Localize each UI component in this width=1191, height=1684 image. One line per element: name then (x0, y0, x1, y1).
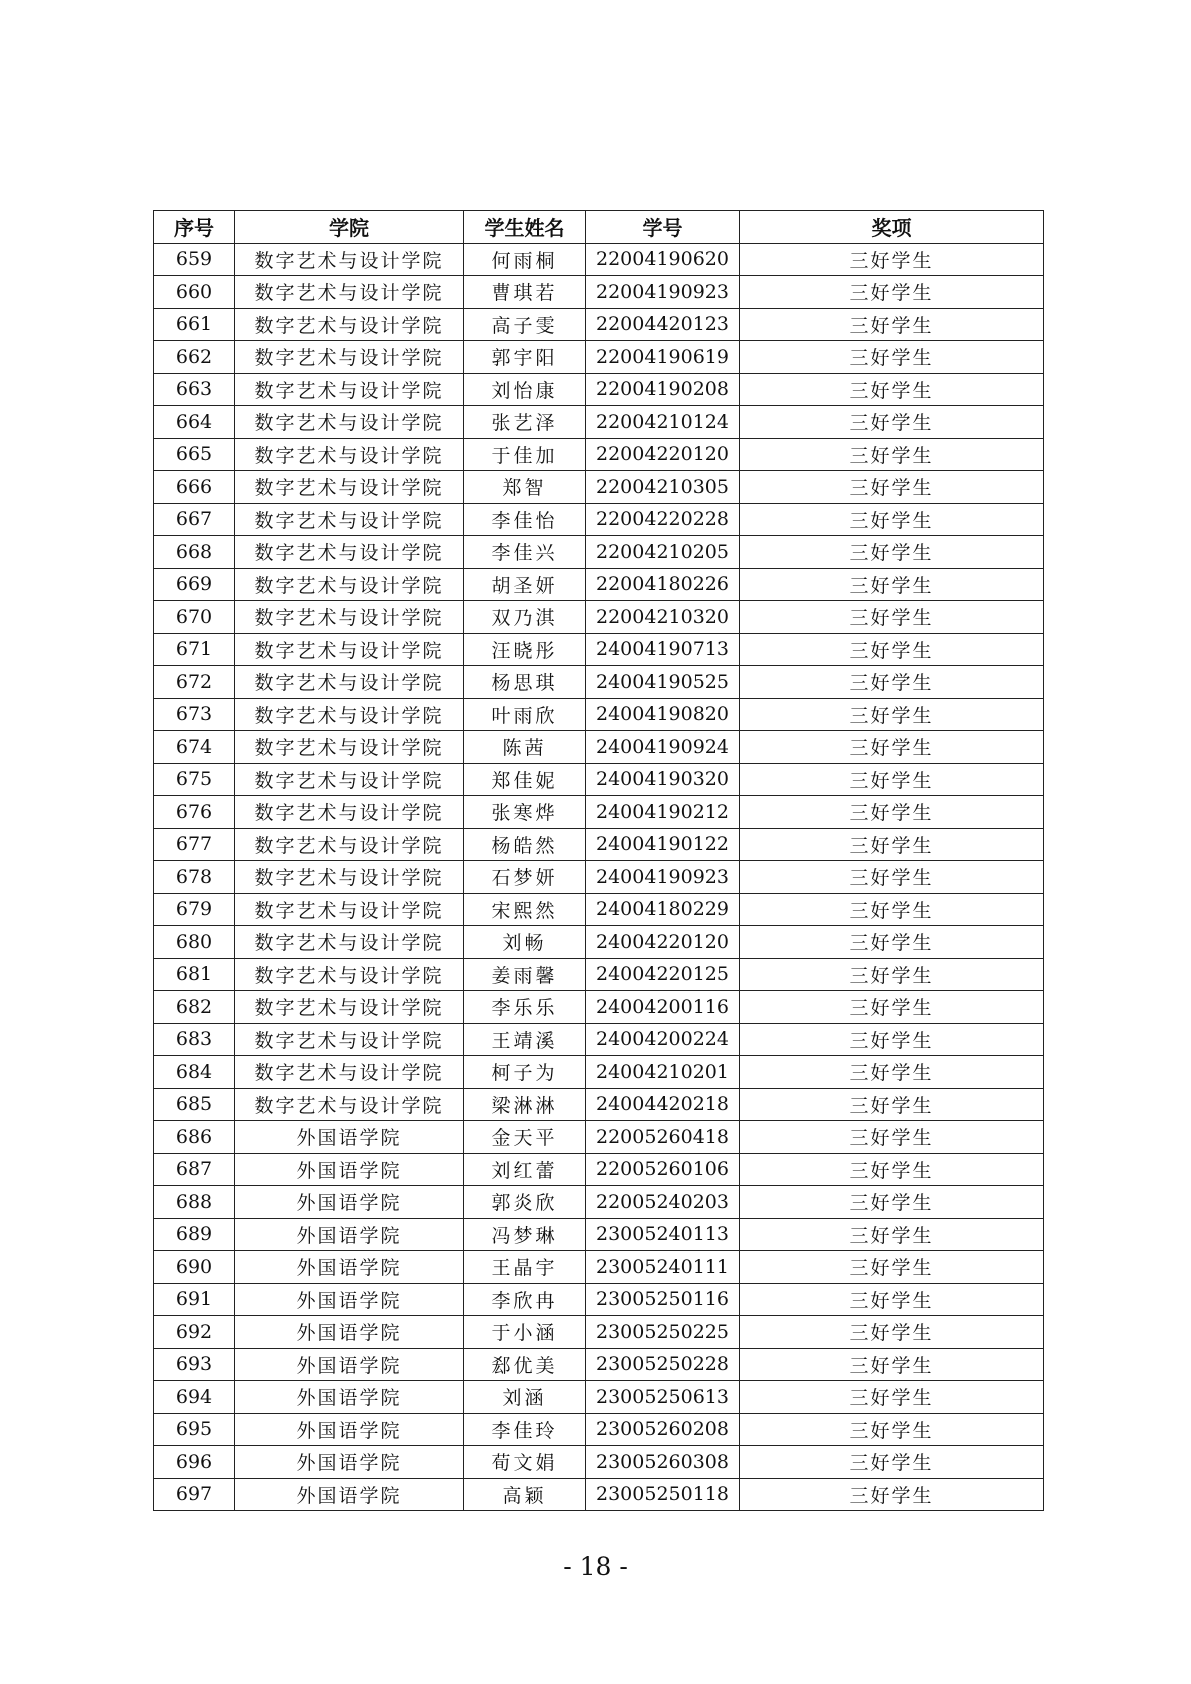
table-row (154, 601, 1044, 634)
cell-index: 671 (154, 633, 235, 666)
cell-college: 数字艺术与设计学院 (235, 796, 464, 829)
cell-college: 数字艺术与设计学院 (235, 1056, 464, 1089)
cell-index: 672 (154, 666, 235, 699)
cell-award: 三好学生 (740, 1251, 1044, 1284)
cell-student-id: 22004180226 (586, 568, 740, 601)
cell-college: 数字艺术与设计学院 (235, 763, 464, 796)
cell-student-name: 姜雨馨 (464, 958, 586, 991)
cell-college: 数字艺术与设计学院 (235, 893, 464, 926)
cell-award: 三好学生 (740, 308, 1044, 341)
cell-college: 数字艺术与设计学院 (235, 861, 464, 894)
cell-college: 数字艺术与设计学院 (235, 1023, 464, 1056)
cell-student-name: 曹琪若 (464, 276, 586, 309)
cell-award: 三好学生 (740, 1446, 1044, 1479)
cell-award: 三好学生 (740, 633, 1044, 666)
cell-award: 三好学生 (740, 828, 1044, 861)
cell-student-name: 柯子为 (464, 1056, 586, 1089)
table-row (154, 861, 1044, 894)
cell-award: 三好学生 (740, 1316, 1044, 1349)
table-row (154, 1413, 1044, 1446)
cell-award: 三好学生 (740, 568, 1044, 601)
page-number: - 18 - (563, 1552, 628, 1581)
cell-index: 679 (154, 893, 235, 926)
table-row (154, 276, 1044, 309)
cell-student-id: 23005250118 (586, 1478, 740, 1511)
table-row (154, 406, 1044, 439)
cell-award: 三好学生 (740, 341, 1044, 374)
cell-index: 662 (154, 341, 235, 374)
cell-index: 676 (154, 796, 235, 829)
cell-student-id: 22005260106 (586, 1153, 740, 1186)
table-row (154, 1316, 1044, 1349)
cell-index: 675 (154, 763, 235, 796)
cell-college: 数字艺术与设计学院 (235, 828, 464, 861)
cell-index: 677 (154, 828, 235, 861)
cell-student-id: 22004190923 (586, 276, 740, 309)
cell-student-name: 荀文娟 (464, 1446, 586, 1479)
cell-student-name: 郭炎欣 (464, 1186, 586, 1219)
cell-award: 三好学生 (740, 243, 1044, 276)
cell-college: 外国语学院 (235, 1186, 464, 1219)
cell-student-name: 郭宇阳 (464, 341, 586, 374)
header-student-id: 学号 (586, 211, 740, 244)
cell-college: 数字艺术与设计学院 (235, 666, 464, 699)
cell-student-id: 23005250225 (586, 1316, 740, 1349)
cell-index: 674 (154, 731, 235, 764)
cell-student-name: 高子雯 (464, 308, 586, 341)
cell-award: 三好学生 (740, 1413, 1044, 1446)
cell-college: 外国语学院 (235, 1251, 464, 1284)
table-row (154, 471, 1044, 504)
cell-college: 数字艺术与设计学院 (235, 308, 464, 341)
cell-award: 三好学生 (740, 503, 1044, 536)
cell-student-name: 李乐乐 (464, 991, 586, 1024)
cell-college: 外国语学院 (235, 1413, 464, 1446)
cell-college: 数字艺术与设计学院 (235, 698, 464, 731)
cell-college: 数字艺术与设计学院 (235, 731, 464, 764)
cell-student-id: 24004220125 (586, 958, 740, 991)
cell-index: 693 (154, 1348, 235, 1381)
cell-index: 663 (154, 373, 235, 406)
table-row (154, 633, 1044, 666)
cell-student-name: 于小涵 (464, 1316, 586, 1349)
cell-award: 三好学生 (740, 471, 1044, 504)
cell-student-id: 22004210205 (586, 536, 740, 569)
cell-index: 668 (154, 536, 235, 569)
cell-student-id: 24004190923 (586, 861, 740, 894)
cell-student-id: 24004190820 (586, 698, 740, 731)
cell-student-name: 郑佳妮 (464, 763, 586, 796)
cell-college: 外国语学院 (235, 1283, 464, 1316)
cell-student-name: 石梦妍 (464, 861, 586, 894)
cell-award: 三好学生 (740, 1186, 1044, 1219)
cell-student-id: 24004200116 (586, 991, 740, 1024)
cell-college: 数字艺术与设计学院 (235, 341, 464, 374)
cell-college: 数字艺术与设计学院 (235, 503, 464, 536)
cell-college: 数字艺术与设计学院 (235, 438, 464, 471)
cell-student-name: 刘畅 (464, 926, 586, 959)
cell-index: 691 (154, 1283, 235, 1316)
cell-index: 673 (154, 698, 235, 731)
table-row (154, 1186, 1044, 1219)
cell-award: 三好学生 (740, 861, 1044, 894)
header-index: 序号 (154, 211, 235, 244)
table-row (154, 1218, 1044, 1251)
cell-college: 外国语学院 (235, 1478, 464, 1511)
cell-student-name: 郄优美 (464, 1348, 586, 1381)
cell-index: 678 (154, 861, 235, 894)
table-row (154, 731, 1044, 764)
cell-college: 数字艺术与设计学院 (235, 958, 464, 991)
table-row (154, 1121, 1044, 1154)
table-row (154, 308, 1044, 341)
cell-college: 数字艺术与设计学院 (235, 568, 464, 601)
cell-award: 三好学生 (740, 1478, 1044, 1511)
cell-award: 三好学生 (740, 666, 1044, 699)
cell-student-id: 24004190320 (586, 763, 740, 796)
cell-student-name: 梁淋淋 (464, 1088, 586, 1121)
cell-student-id: 24004420218 (586, 1088, 740, 1121)
cell-college: 外国语学院 (235, 1121, 464, 1154)
cell-student-name: 郑智 (464, 471, 586, 504)
cell-award: 三好学生 (740, 991, 1044, 1024)
table-row (154, 1088, 1044, 1121)
cell-college: 数字艺术与设计学院 (235, 536, 464, 569)
cell-award: 三好学生 (740, 796, 1044, 829)
cell-student-id: 22004220120 (586, 438, 740, 471)
cell-student-id: 23005250116 (586, 1283, 740, 1316)
cell-student-id: 24004190713 (586, 633, 740, 666)
cell-award: 三好学生 (740, 698, 1044, 731)
cell-award: 三好学生 (740, 1348, 1044, 1381)
cell-award: 三好学生 (740, 958, 1044, 991)
cell-student-name: 杨皓然 (464, 828, 586, 861)
cell-college: 数字艺术与设计学院 (235, 991, 464, 1024)
cell-award: 三好学生 (740, 601, 1044, 634)
cell-index: 694 (154, 1381, 235, 1414)
table-row (154, 828, 1044, 861)
cell-student-name: 于佳加 (464, 438, 586, 471)
cell-student-id: 22004210305 (586, 471, 740, 504)
cell-student-id: 23005260308 (586, 1446, 740, 1479)
cell-college: 数字艺术与设计学院 (235, 1088, 464, 1121)
cell-student-name: 李佳怡 (464, 503, 586, 536)
table-row (154, 958, 1044, 991)
cell-index: 667 (154, 503, 235, 536)
cell-student-name: 刘红蕾 (464, 1153, 586, 1186)
cell-award: 三好学生 (740, 536, 1044, 569)
cell-index: 681 (154, 958, 235, 991)
cell-student-name: 王靖溪 (464, 1023, 586, 1056)
cell-student-id: 22004420123 (586, 308, 740, 341)
cell-college: 数字艺术与设计学院 (235, 471, 464, 504)
cell-college: 数字艺术与设计学院 (235, 601, 464, 634)
cell-index: 664 (154, 406, 235, 439)
cell-award: 三好学生 (740, 1153, 1044, 1186)
cell-index: 659 (154, 243, 235, 276)
table-row (154, 666, 1044, 699)
cell-student-name: 李佳兴 (464, 536, 586, 569)
table-row (154, 503, 1044, 536)
cell-index: 685 (154, 1088, 235, 1121)
cell-award: 三好学生 (740, 1088, 1044, 1121)
table-row (154, 926, 1044, 959)
cell-student-id: 24004200224 (586, 1023, 740, 1056)
cell-student-id: 23005240113 (586, 1218, 740, 1251)
cell-college: 数字艺术与设计学院 (235, 276, 464, 309)
cell-index: 690 (154, 1251, 235, 1284)
table-row (154, 341, 1044, 374)
cell-student-id: 24004190525 (586, 666, 740, 699)
cell-student-name: 李佳玲 (464, 1413, 586, 1446)
cell-student-name: 汪晓彤 (464, 633, 586, 666)
table-row (154, 1056, 1044, 1089)
table-row (154, 1283, 1044, 1316)
cell-student-id: 22005240203 (586, 1186, 740, 1219)
cell-student-id: 24004190924 (586, 731, 740, 764)
cell-student-id: 24004190122 (586, 828, 740, 861)
cell-student-id: 22004210320 (586, 601, 740, 634)
cell-student-id: 23005240111 (586, 1251, 740, 1284)
cell-student-name: 叶雨欣 (464, 698, 586, 731)
cell-student-name: 胡圣妍 (464, 568, 586, 601)
table-row (154, 1023, 1044, 1056)
cell-student-name: 冯梦琳 (464, 1218, 586, 1251)
cell-student-name: 陈茜 (464, 731, 586, 764)
table-row (154, 568, 1044, 601)
cell-award: 三好学生 (740, 438, 1044, 471)
cell-college: 外国语学院 (235, 1446, 464, 1479)
cell-student-id: 22005260418 (586, 1121, 740, 1154)
cell-college: 外国语学院 (235, 1218, 464, 1251)
cell-college: 数字艺术与设计学院 (235, 633, 464, 666)
cell-student-name: 高颖 (464, 1478, 586, 1511)
cell-index: 687 (154, 1153, 235, 1186)
table-row (154, 1153, 1044, 1186)
header-award: 奖项 (740, 211, 1044, 244)
table-row (154, 763, 1044, 796)
cell-student-id: 24004190212 (586, 796, 740, 829)
cell-award: 三好学生 (740, 373, 1044, 406)
cell-index: 682 (154, 991, 235, 1024)
cell-index: 665 (154, 438, 235, 471)
cell-index: 666 (154, 471, 235, 504)
cell-index: 669 (154, 568, 235, 601)
cell-index: 661 (154, 308, 235, 341)
cell-student-name: 王晶宇 (464, 1251, 586, 1284)
cell-award: 三好学生 (740, 1381, 1044, 1414)
cell-index: 696 (154, 1446, 235, 1479)
cell-college: 数字艺术与设计学院 (235, 243, 464, 276)
cell-student-id: 22004190208 (586, 373, 740, 406)
cell-index: 688 (154, 1186, 235, 1219)
cell-award: 三好学生 (740, 893, 1044, 926)
cell-index: 660 (154, 276, 235, 309)
cell-award: 三好学生 (740, 1218, 1044, 1251)
table-row (154, 1381, 1044, 1414)
cell-index: 684 (154, 1056, 235, 1089)
table-row (154, 438, 1044, 471)
cell-award: 三好学生 (740, 1283, 1044, 1316)
cell-index: 670 (154, 601, 235, 634)
cell-student-id: 23005260208 (586, 1413, 740, 1446)
cell-student-name: 何雨桐 (464, 243, 586, 276)
cell-award: 三好学生 (740, 926, 1044, 959)
table-row (154, 698, 1044, 731)
table-body (154, 243, 1044, 1511)
cell-student-id: 24004220120 (586, 926, 740, 959)
table-row (154, 796, 1044, 829)
table-row (154, 991, 1044, 1024)
header-college: 学院 (235, 211, 464, 244)
cell-college: 数字艺术与设计学院 (235, 406, 464, 439)
cell-college: 数字艺术与设计学院 (235, 373, 464, 406)
cell-award: 三好学生 (740, 763, 1044, 796)
cell-student-id: 23005250613 (586, 1381, 740, 1414)
cell-student-id: 23005250228 (586, 1348, 740, 1381)
cell-college: 外国语学院 (235, 1316, 464, 1349)
cell-award: 三好学生 (740, 276, 1044, 309)
cell-award: 三好学生 (740, 1056, 1044, 1089)
table-row (154, 1251, 1044, 1284)
cell-student-name: 双乃淇 (464, 601, 586, 634)
cell-student-id: 24004210201 (586, 1056, 740, 1089)
cell-index: 695 (154, 1413, 235, 1446)
cell-student-name: 张艺泽 (464, 406, 586, 439)
cell-student-name: 刘涵 (464, 1381, 586, 1414)
table-row (154, 893, 1044, 926)
cell-index: 689 (154, 1218, 235, 1251)
cell-college: 数字艺术与设计学院 (235, 926, 464, 959)
table-row (154, 536, 1044, 569)
cell-student-name: 张寒烨 (464, 796, 586, 829)
table-row (154, 1348, 1044, 1381)
cell-award: 三好学生 (740, 1121, 1044, 1154)
table-row (154, 243, 1044, 276)
cell-index: 680 (154, 926, 235, 959)
cell-student-name: 刘怡康 (464, 373, 586, 406)
cell-student-id: 22004190620 (586, 243, 740, 276)
cell-award: 三好学生 (740, 1023, 1044, 1056)
cell-student-id: 22004190619 (586, 341, 740, 374)
cell-student-id: 22004220228 (586, 503, 740, 536)
cell-award: 三好学生 (740, 731, 1044, 764)
cell-student-name: 宋熙然 (464, 893, 586, 926)
table-row (154, 373, 1044, 406)
cell-college: 外国语学院 (235, 1348, 464, 1381)
table-row (154, 1478, 1044, 1511)
cell-student-name: 金天平 (464, 1121, 586, 1154)
cell-student-name: 杨思琪 (464, 666, 586, 699)
cell-award: 三好学生 (740, 406, 1044, 439)
table-row (154, 1446, 1044, 1479)
cell-index: 692 (154, 1316, 235, 1349)
header-student-name: 学生姓名 (464, 211, 586, 244)
cell-college: 外国语学院 (235, 1381, 464, 1414)
cell-index: 683 (154, 1023, 235, 1056)
cell-student-id: 22004210124 (586, 406, 740, 439)
award-roster-table (153, 210, 1044, 1511)
cell-student-name: 李欣冉 (464, 1283, 586, 1316)
table-header-row (154, 211, 1044, 244)
cell-index: 697 (154, 1478, 235, 1511)
cell-college: 外国语学院 (235, 1153, 464, 1186)
cell-index: 686 (154, 1121, 235, 1154)
cell-student-id: 24004180229 (586, 893, 740, 926)
